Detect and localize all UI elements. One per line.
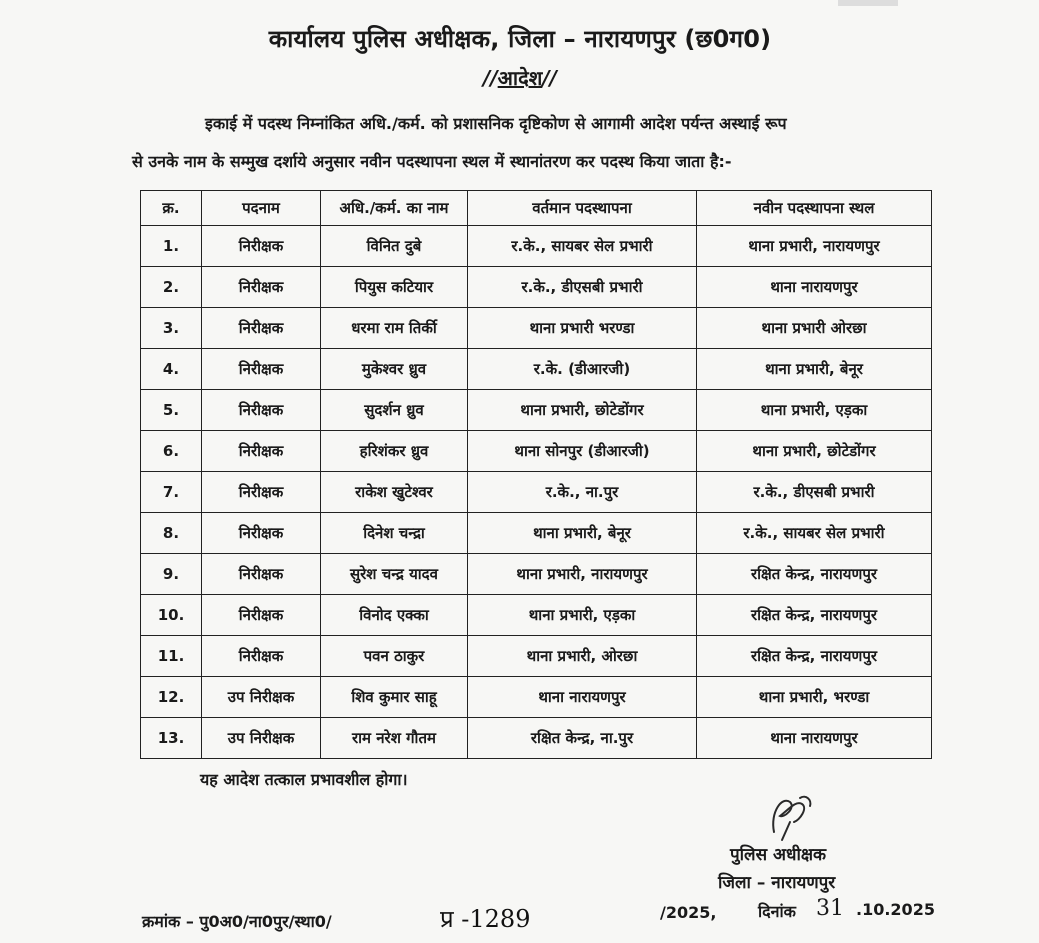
- row-serial: 9.: [141, 554, 202, 595]
- row-current-posting: र.के. (डीआरजी): [468, 349, 697, 390]
- table-row: [141, 677, 932, 718]
- row-current-posting: थाना प्रभारी, एड़का: [468, 595, 697, 636]
- row-current-posting: थाना प्रभारी, ओरछा: [468, 636, 697, 677]
- row-officer-name: धरमा राम तिर्की: [321, 308, 468, 349]
- table-row: [141, 349, 932, 390]
- table-row: [141, 718, 932, 759]
- row-officer-name: विनित दुबे: [321, 226, 468, 267]
- row-serial: 13.: [141, 718, 202, 759]
- order-heading-prefix: //: [483, 66, 498, 90]
- table-row: [141, 554, 932, 595]
- row-rank: निरीक्षक: [202, 226, 321, 267]
- row-new-posting: थाना प्रभारी, एड़का: [697, 390, 932, 431]
- row-rank: निरीक्षक: [202, 472, 321, 513]
- row-officer-name: हरिशंकर ध्रुव: [321, 431, 468, 472]
- intro-line-1: इकाई में पदस्थ निम्नांकित अधि./कर्म. को प्रशासनिक दृष्टिकोण से आगामी आदेश पर्यन्त अस्थाई रूप: [205, 114, 787, 133]
- row-officer-name: विनोद एक्का: [321, 595, 468, 636]
- signatory-title: पुलिस अधीक्षक: [730, 845, 827, 865]
- row-officer-name: मुकेश्वर ध्रुव: [321, 349, 468, 390]
- date-day: 31: [816, 896, 844, 921]
- table-row: [141, 513, 932, 554]
- header-rank: पदनाम: [202, 191, 321, 226]
- signatory-district: जिला – नारायणपुर: [718, 873, 836, 893]
- row-current-posting: थाना प्रभारी, नारायणपुर: [468, 554, 697, 595]
- header-name: अधि./कर्म. का नाम: [321, 191, 468, 226]
- row-rank: निरीक्षक: [202, 349, 321, 390]
- row-rank: निरीक्षक: [202, 390, 321, 431]
- row-serial: 8.: [141, 513, 202, 554]
- row-rank: निरीक्षक: [202, 513, 321, 554]
- date-label: दिनांक: [758, 902, 796, 921]
- table-row: [141, 636, 932, 677]
- row-current-posting: थाना नारायणपुर: [468, 677, 697, 718]
- row-rank: निरीक्षक: [202, 636, 321, 677]
- row-current-posting: थाना सोनपुर (डीआरजी): [468, 431, 697, 472]
- row-serial: 5.: [141, 390, 202, 431]
- row-new-posting: थाना प्रभारी, भरण्डा: [697, 677, 932, 718]
- date-month-year: .10.2025: [856, 900, 935, 919]
- row-officer-name: राकेश खुटेश्वर: [321, 472, 468, 513]
- row-current-posting: थाना प्रभारी भरण्डा: [468, 308, 697, 349]
- row-serial: 11.: [141, 636, 202, 677]
- row-rank: निरीक्षक: [202, 267, 321, 308]
- table-row: [141, 226, 932, 267]
- row-officer-name: राम नरेश गौतम: [321, 718, 468, 759]
- row-officer-name: पियुस कटियार: [321, 267, 468, 308]
- table-body: [141, 226, 932, 759]
- transfer-table: [140, 190, 932, 759]
- table-row: [141, 267, 932, 308]
- row-serial: 1.: [141, 226, 202, 267]
- row-officer-name: सुरेश चन्द्र यादव: [321, 554, 468, 595]
- order-heading: [430, 64, 610, 91]
- effective-note: यह आदेश तत्काल प्रभावशील होगा।: [200, 770, 408, 789]
- row-new-posting: रक्षित केन्द्र, नारायणपुर: [697, 595, 932, 636]
- row-officer-name: सुदर्शन ध्रुव: [321, 390, 468, 431]
- reference-year: /2025,: [660, 903, 717, 922]
- row-officer-name: शिव कुमार साहू: [321, 677, 468, 718]
- row-serial: 12.: [141, 677, 202, 718]
- row-current-posting: रक्षित केन्द्र, ना.पुर: [468, 718, 697, 759]
- row-serial: 3.: [141, 308, 202, 349]
- order-heading-suffix: //: [542, 66, 557, 90]
- row-officer-name: पवन ठाकुर: [321, 636, 468, 677]
- row-new-posting: थाना प्रभारी ओरछा: [697, 308, 932, 349]
- header-new-posting: नवीन पदस्थापना स्थल: [697, 191, 932, 226]
- row-rank: निरीक्षक: [202, 595, 321, 636]
- header-current-posting: वर्तमान पदस्थापना: [468, 191, 697, 226]
- header-serial: क्र.: [141, 191, 202, 226]
- row-new-posting: रक्षित केन्द्र, नारायणपुर: [697, 636, 932, 677]
- row-current-posting: र.के., सायबर सेल प्रभारी: [468, 226, 697, 267]
- row-new-posting: थाना नारायणपुर: [697, 718, 932, 759]
- row-new-posting: थाना नारायणपुर: [697, 267, 932, 308]
- row-new-posting: थाना प्रभारी, नारायणपुर: [697, 226, 932, 267]
- row-rank: निरीक्षक: [202, 431, 321, 472]
- page-corner-mark: [838, 0, 898, 6]
- row-serial: 6.: [141, 431, 202, 472]
- row-serial: 7.: [141, 472, 202, 513]
- table-header-row: [141, 191, 932, 226]
- row-current-posting: र.के., डीएसबी प्रभारी: [468, 267, 697, 308]
- row-new-posting: रक्षित केन्द्र, नारायणपुर: [697, 554, 932, 595]
- row-serial: 4.: [141, 349, 202, 390]
- reference-number: प्र -1289: [440, 905, 531, 933]
- row-current-posting: थाना प्रभारी, बेनूर: [468, 513, 697, 554]
- table-row: [141, 595, 932, 636]
- signature-scribble: [760, 792, 820, 842]
- row-new-posting: थाना प्रभारी, छोटेडोंगर: [697, 431, 932, 472]
- order-heading-word: आदेश: [497, 66, 543, 90]
- intro-line-2: से उनके नाम के सम्मुख दर्शाये अनुसार नवीन पदस्थापना स्थल में स्थानांतरण कर पदस्थ किया जाता है:-: [132, 152, 732, 171]
- row-rank: उप निरीक्षक: [202, 718, 321, 759]
- row-current-posting: थाना प्रभारी, छोटेडोंगर: [468, 390, 697, 431]
- table-row: [141, 431, 932, 472]
- row-rank: निरीक्षक: [202, 554, 321, 595]
- table-row: [141, 390, 932, 431]
- row-current-posting: र.के., ना.पुर: [468, 472, 697, 513]
- office-title: कार्यालय पुलिस अधीक्षक, जिला – नारायणपुर (छ0ग0): [268, 25, 772, 53]
- row-new-posting: थाना प्रभारी, बेनूर: [697, 349, 932, 390]
- row-new-posting: र.के., डीएसबी प्रभारी: [697, 472, 932, 513]
- row-rank: उप निरीक्षक: [202, 677, 321, 718]
- row-rank: निरीक्षक: [202, 308, 321, 349]
- row-new-posting: र.के., सायबर सेल प्रभारी: [697, 513, 932, 554]
- row-serial: 2.: [141, 267, 202, 308]
- table-row: [141, 472, 932, 513]
- reference-prefix: क्रमांक – पु0अ0/ना0पुर/स्था0/: [142, 912, 332, 931]
- row-serial: 10.: [141, 595, 202, 636]
- table-row: [141, 308, 932, 349]
- row-officer-name: दिनेश चन्द्रा: [321, 513, 468, 554]
